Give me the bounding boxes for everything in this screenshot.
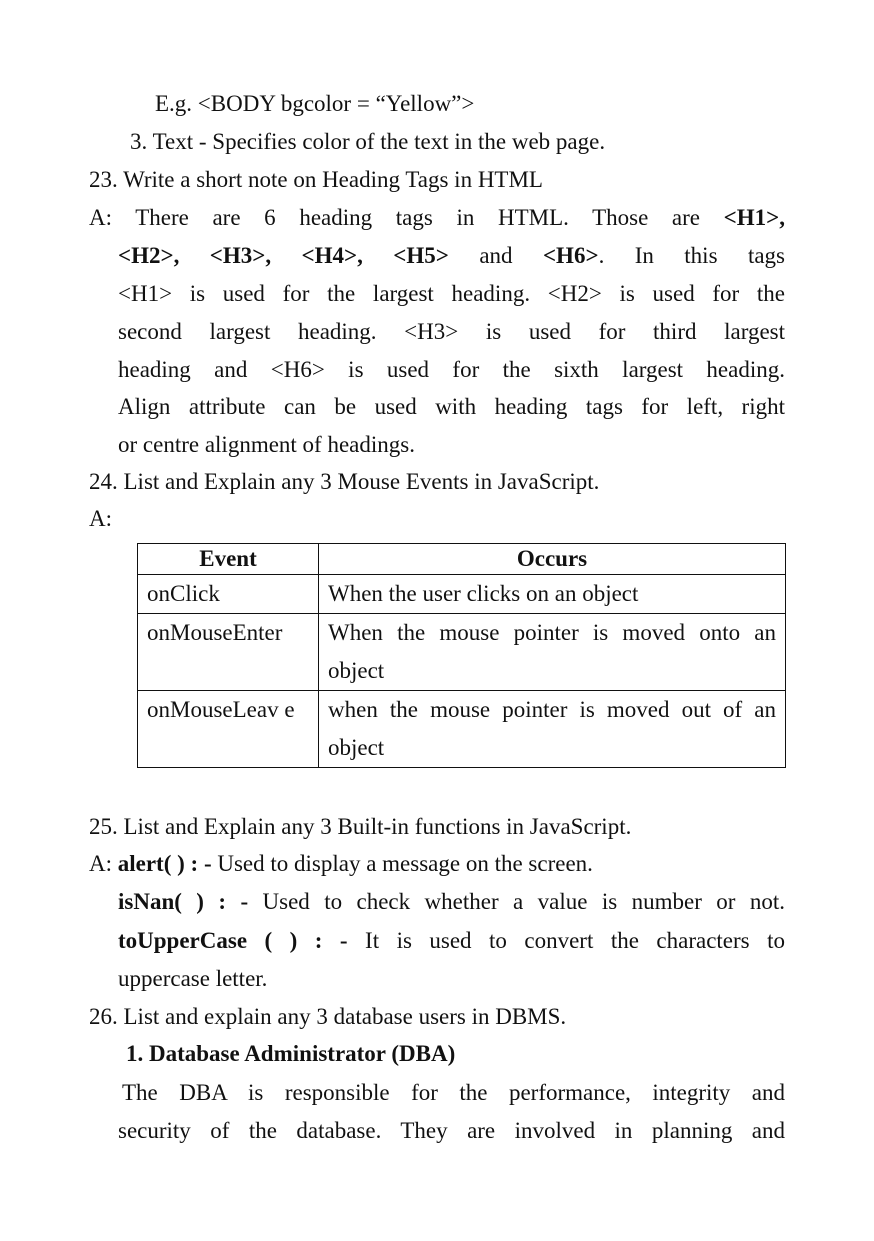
dba-paragraph-line: security of the database. They are involved in planning and — [118, 1118, 785, 1143]
header-occurs: Occurs — [319, 544, 786, 575]
answer-23-line: Align attribute can be used with heading tags for left, right — [118, 394, 785, 419]
answer-23-line: heading and <H6> is used for the sixth largest heading. — [118, 357, 785, 382]
header-event: Event — [138, 544, 319, 575]
answer-23-line: A: There are 6 heading tags in HTML. Those are <H1>, — [89, 205, 785, 230]
dba-paragraph-line: The DBA is responsible for the performance, integrity and — [122, 1080, 785, 1105]
mouse-events-table — [137, 543, 786, 768]
dba-heading: 1. Database Administrator (DBA) — [126, 1041, 456, 1066]
occurs-cell: When the mouse pointer is moved onto an object — [319, 614, 786, 691]
event-cell: onClick — [138, 575, 319, 614]
answer-23-line: <H2>, <H3>, <H4>, <H5> and <H6>. In this tags — [118, 243, 785, 268]
occurs-cell: When the user clicks on an object — [319, 575, 786, 614]
table-header-row — [138, 544, 786, 575]
answer-25-line: isNan( ) : - Used to check whether a value is number or not. — [118, 889, 785, 914]
example-line: E.g. <BODY bgcolor = “Yellow”> — [155, 91, 475, 116]
question-26: 26. List and explain any 3 database users in DBMS. — [89, 1004, 567, 1029]
answer-25-line: A: alert( ) : - Used to display a message on the screen. — [89, 851, 593, 876]
question-24: 24. List and Explain any 3 Mouse Events in JavaScript. — [89, 469, 600, 494]
question-23: 23. Write a short note on Heading Tags in HTML — [89, 167, 543, 192]
answer-23-line: <H1> is used for the largest heading. <H2> is used for the — [118, 281, 785, 306]
answer-25-line: uppercase letter. — [118, 966, 268, 991]
question-25: 25. List and Explain any 3 Built-in functions in JavaScript. — [89, 814, 632, 839]
answer-23-line: or centre alignment of headings. — [118, 432, 415, 457]
event-cell: onMouseEnter — [138, 614, 319, 691]
table-row — [138, 614, 786, 691]
answer-25-line: toUpperCase ( ) : - It is used to convert the characters to — [118, 928, 785, 953]
table-row — [138, 691, 786, 768]
answer-23-line: second largest heading. <H3> is used for third largest — [118, 319, 785, 344]
text-attribute-line: 3. Text - Specifies color of the text in the web page. — [130, 129, 606, 154]
event-cell: onMouseLeav e — [138, 691, 319, 768]
table-row — [138, 575, 786, 614]
occurs-cell: when the mouse pointer is moved out of an object — [319, 691, 786, 768]
answer-24-label: A: — [89, 506, 112, 531]
